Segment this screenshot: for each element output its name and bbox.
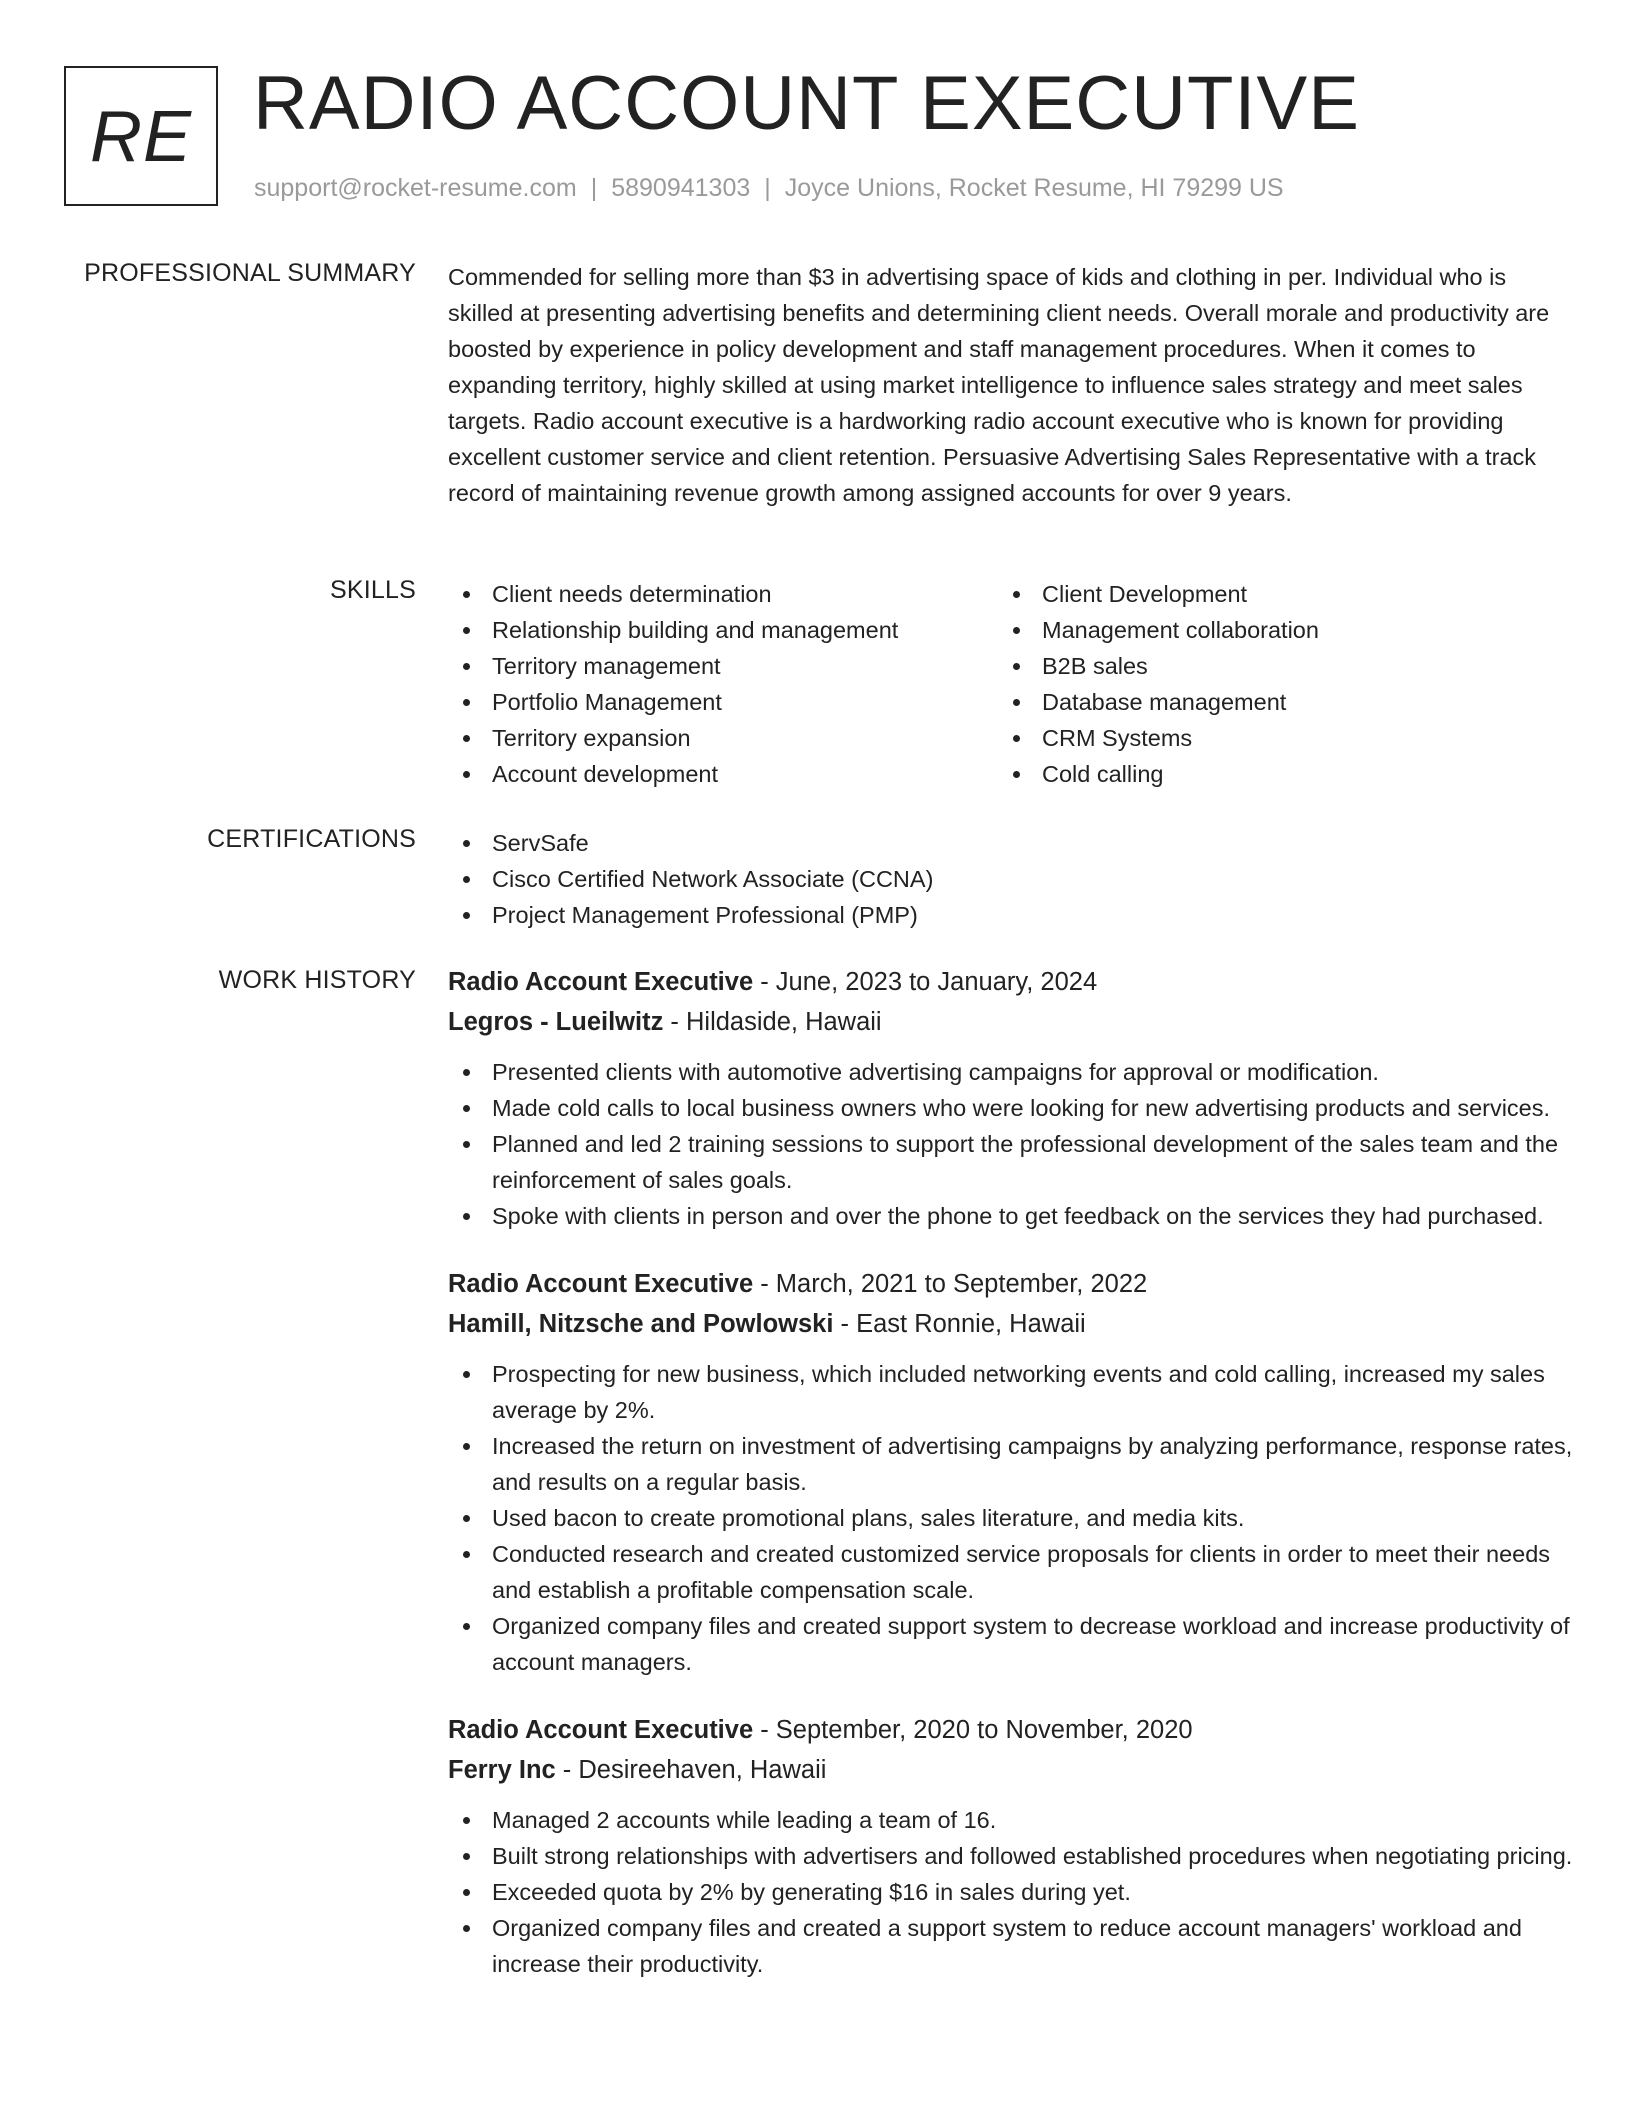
page-title: RADIO ACCOUNT EXECUTIVE xyxy=(253,61,1360,146)
skill-item: Territory management xyxy=(448,648,998,684)
job-dates: - March, 2021 to September, 2022 xyxy=(753,1270,1148,1298)
section-label-work-history: WORK HISTORY xyxy=(218,966,416,994)
job-location: - Desireehaven, Hawaii xyxy=(555,1756,827,1784)
job-company: Legros - Lueilwitz xyxy=(448,1008,664,1036)
skill-item: Client Development xyxy=(998,576,1548,612)
job-company: Hamill, Nitzsche and Powlowski xyxy=(448,1310,834,1338)
monogram-box xyxy=(64,66,218,206)
skill-item: CRM Systems xyxy=(998,720,1548,756)
job-bullet: Built strong relationships with advertisers and followed established procedures when negotiating pricing. xyxy=(448,1838,1573,1874)
certifications-body xyxy=(448,825,1573,933)
job-location: - East Ronnie, Hawaii xyxy=(833,1310,1086,1338)
job-bullet: Planned and led 2 training sessions to support the professional development of the sales team and the reinforcement of sales goals. xyxy=(448,1126,1573,1198)
job-bullet: Organized company files and created support system to decrease workload and increase productivity of account managers. xyxy=(448,1608,1573,1680)
job-bullet: Presented clients with automotive advertising campaigns for approval or modification. xyxy=(448,1054,1573,1090)
skill-item: Cold calling xyxy=(998,756,1548,792)
job-bullet: Organized company files and created a support system to reduce account managers' workload and increase their productivity. xyxy=(448,1910,1573,1982)
section-label-certifications: CERTIFICATIONS xyxy=(207,825,416,853)
section-label-summary: PROFESSIONAL SUMMARY xyxy=(84,259,416,287)
job-bullet: Made cold calls to local business owners who were looking for new advertising products and services. xyxy=(448,1090,1573,1126)
monogram-initials: RE xyxy=(89,97,193,177)
job-entry xyxy=(448,1264,1573,1680)
job-title: Radio Account Executive xyxy=(448,968,754,996)
contact-separator: | xyxy=(764,174,771,202)
job-bullet: Prospecting for new business, which included networking events and cold calling, increased my sales average by 2%. xyxy=(448,1356,1573,1428)
job-bullets xyxy=(448,1054,1573,1234)
skill-item: Territory expansion xyxy=(448,720,998,756)
job-dates: - September, 2020 to November, 2020 xyxy=(753,1716,1193,1744)
skill-item: Relationship building and management xyxy=(448,612,998,648)
certification-item: Project Management Professional (PMP) xyxy=(448,897,1573,933)
skill-item: Portfolio Management xyxy=(448,684,998,720)
section-label-skills: SKILLS xyxy=(330,576,416,604)
contact-separator: | xyxy=(590,174,598,202)
job-bullet: Managed 2 accounts while leading a team of 16. xyxy=(448,1802,1573,1838)
skills-body xyxy=(448,576,1573,792)
certifications-list xyxy=(448,825,1573,933)
certification-item: Cisco Certified Network Associate (CCNA) xyxy=(448,861,1573,897)
job-bullet: Exceeded quota by 2% by generating $16 in sales during yet. xyxy=(448,1874,1573,1910)
contact-line xyxy=(254,174,1284,203)
job-bullets xyxy=(448,1802,1573,1982)
job-title: Radio Account Executive xyxy=(448,1716,754,1744)
job-bullet: Spoke with clients in person and over the phone to get feedback on the services they had purchased. xyxy=(448,1198,1573,1234)
job-title: Radio Account Executive xyxy=(448,1270,754,1298)
job-title-line xyxy=(448,1264,1573,1304)
skill-item: Management collaboration xyxy=(998,612,1548,648)
work-history-body xyxy=(448,962,1573,2012)
contact-address: Joyce Unions, Rocket Resume, HI 79299 US xyxy=(784,174,1284,202)
skill-item: Client needs determination xyxy=(448,576,998,612)
skill-item: Database management xyxy=(998,684,1548,720)
job-bullet: Conducted research and created customized service proposals for clients in order to meet their needs and establish a profitable compensation scale. xyxy=(448,1536,1573,1608)
skills-list-right xyxy=(998,576,1548,792)
job-location: - Hildaside, Hawaii xyxy=(663,1008,882,1036)
job-company-line xyxy=(448,1002,1573,1042)
summary-text: Commended for selling more than $3 in advertising space of kids and clothing in per. Individual who is skilled at presenting advertising benefits and determining client needs. Overall morale and productivity are boosted by experience in policy development and staff management procedures. When it comes to expanding territory, highly skilled at using market intelligence to influence sales strategy and meet sales targets. Radio account executive is a hardworking radio account executive who is known for providing excellent customer service and client retention. Persuasive Advertising Sales Representative with a track record of maintaining revenue growth among assigned accounts for over 9 years. xyxy=(448,264,1550,506)
job-company-line xyxy=(448,1750,1573,1790)
skills-list-left xyxy=(448,576,998,792)
resume-header xyxy=(64,61,1564,216)
job-entry xyxy=(448,962,1573,1234)
job-bullet: Increased the return on investment of advertising campaigns by analyzing performance, response rates, and results on a regular basis. xyxy=(448,1428,1573,1500)
certification-item: ServSafe xyxy=(448,825,1573,861)
job-title-line xyxy=(448,962,1573,1002)
skill-item: B2B sales xyxy=(998,648,1548,684)
job-title-line xyxy=(448,1710,1573,1750)
job-bullet: Used bacon to create promotional plans, sales literature, and media kits. xyxy=(448,1500,1573,1536)
job-company: Ferry Inc xyxy=(448,1756,556,1784)
skills-grid xyxy=(448,576,1573,792)
job-bullets xyxy=(448,1356,1573,1680)
contact-email: support@rocket-resume.com xyxy=(254,174,577,202)
skill-item: Account development xyxy=(448,756,998,792)
job-company-line xyxy=(448,1304,1573,1344)
job-entry xyxy=(448,1710,1573,1982)
contact-phone: 5890941303 xyxy=(611,174,751,202)
job-dates: - June, 2023 to January, 2024 xyxy=(753,968,1098,996)
